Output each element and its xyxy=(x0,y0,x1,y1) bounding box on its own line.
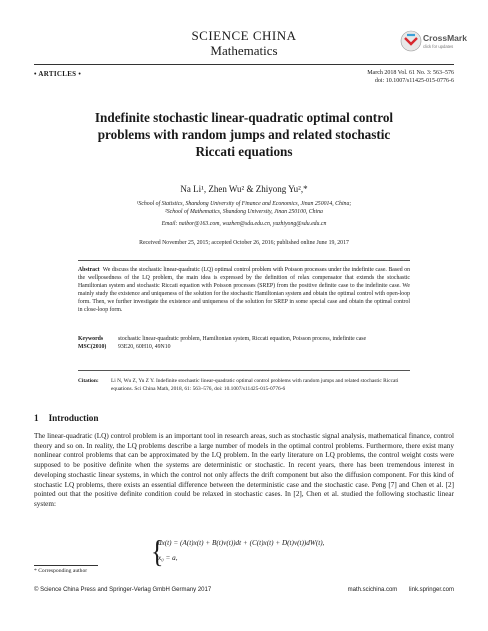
equation-brace: { xyxy=(151,534,164,570)
affiliation-1: ¹School of Statistics, Shandong University of Finance and Economics, Jinan 250014, China; xyxy=(136,201,352,207)
section-heading xyxy=(34,413,98,423)
abstract xyxy=(78,266,410,315)
abstract-top-rule xyxy=(78,260,410,261)
equation-line-2: x₀ = a, xyxy=(158,554,178,562)
article-meta xyxy=(367,69,454,85)
doi[interactable]: doi: 10.1007/s11425-015-0776-6 xyxy=(374,78,454,84)
section-tag: • ARTICLES • xyxy=(34,70,82,78)
received-dates: Received November 25, 2015; accepted October 26, 2016; published online June 19, 2017 xyxy=(139,240,349,246)
title-line: problems with random jumps and related stochastic xyxy=(97,127,391,142)
link-scichina[interactable]: math.scichina.com xyxy=(347,587,398,593)
keywords-text: stochastic linear-quadratic problem, Hamiltonian system, Riccati equation, Poisson process, indefinite case xyxy=(118,336,367,342)
section-number: 1 xyxy=(34,413,39,423)
system-equation xyxy=(151,534,325,570)
msc-text: 93E20, 60H10, 49N10 xyxy=(118,344,171,350)
title-line: Riccati equations xyxy=(195,144,293,159)
section-title: Introduction xyxy=(48,413,99,423)
link-springer[interactable]: link.springer.com xyxy=(408,587,454,593)
intro-paragraph: The linear-quadratic (LQ) control problem is an important tool in research areas, such as stochastic signal analysis, mathematical finance, control theory and so on. In reality, the LQ problems describe a large number of models in the optimal control problems. Furthermore, there exist many nonlinear control problems that can be approximated by the LQ problem. In the early literature on LQ problems, the control weight costs were supposed to be positive definite when the systems are deterministic or stochastic. In recent years, there has been tremendous interest in developing stochastic linear systems, in which the control not only affects the drift component but also the diffusion component. For this kind of stochastic LQ problems, there exists an essential difference between the deterministic case and the stochastic case. Peng [7] and Chen et al. [2] pointed out that the positive definite condition could be relaxed in stochastic cases. In [2], Chen et al. studied the following stochastic linear system: xyxy=(34,432,454,508)
crossmark-label: CrossMark xyxy=(423,33,467,43)
keywords-block xyxy=(78,335,410,351)
footnote: * Corresponding author xyxy=(34,568,88,574)
citation-label: Citation: xyxy=(78,378,99,384)
author-emails[interactable]: Email: naibor@163.com, wuzhen@sdu.edu.cn, yuzhiyong@sdu.edu.cn xyxy=(161,221,327,227)
citation-top-rule xyxy=(78,370,410,371)
crossmark-sub: click for updates xyxy=(423,44,454,49)
issue-info: March 2018 Vol. 61 No. 3: 563–576 xyxy=(367,70,454,76)
crossmark-icon xyxy=(400,29,467,53)
msc-row xyxy=(78,343,410,351)
journal-name: SCIENCE CHINA xyxy=(191,28,297,43)
keywords-label: Keywords xyxy=(78,336,104,342)
msc-label: MSC(2010) xyxy=(78,344,107,350)
crossmark-badge[interactable] xyxy=(400,29,467,53)
footnote-rule xyxy=(34,565,98,566)
authors: Na Li¹, Zhen Wu² & Zhiyong Yu²,* xyxy=(180,184,308,194)
abstract-text: We discuss the stochastic linear-quadratic (LQ) optimal control problem with Poisson processes under the indefinite case. Based on the wellposedness of the LQ problem, the main idea is expressed by the definition of relax compensator that extends the stochastic Hamiltonian system and stochastic Riccati equation with Poisson processes (SREP) from the positive definite case to the indefinite case. We mainly study the existence and uniqueness of the solution for the stochastic Hamiltonian system and obtain the optimal control with open-loop form. Then, we further investigate the existence and uniqueness of the solution for SREP in some special case and obtain the optimal control in close-loop form. xyxy=(78,267,410,314)
citation-block xyxy=(78,378,410,393)
copyright: © Science China Press and Springer-Verlag GmbH Germany 2017 xyxy=(34,587,212,593)
journal-subject: Mathematics xyxy=(210,43,278,58)
title-line: Indefinite stochastic linear-quadratic optimal control xyxy=(94,110,394,125)
equation-line-1: dx(t) = (A(t)x(t) + B(t)v(t))dt + (C(t)x(t) + D(t)v(t))dW(t), xyxy=(158,539,325,547)
citation-text: Li N, Wu Z, Yu Z Y. Indefinite stochastic linear-quadratic optimal control problems with random jumps and related stochastic Riccati equations. Sci China Math, 2018, 61: 563–576, doi: 10.1007/s11425-015-0776-6 xyxy=(111,378,399,392)
keywords-row xyxy=(78,335,410,343)
affiliation-2: ²School of Mathematics, Shandong University, Jinan 250100, China xyxy=(165,209,323,215)
footer-links xyxy=(338,587,454,593)
header-rule xyxy=(34,64,454,65)
abstract-label: Abstract xyxy=(78,267,100,273)
paper-title xyxy=(40,109,448,160)
